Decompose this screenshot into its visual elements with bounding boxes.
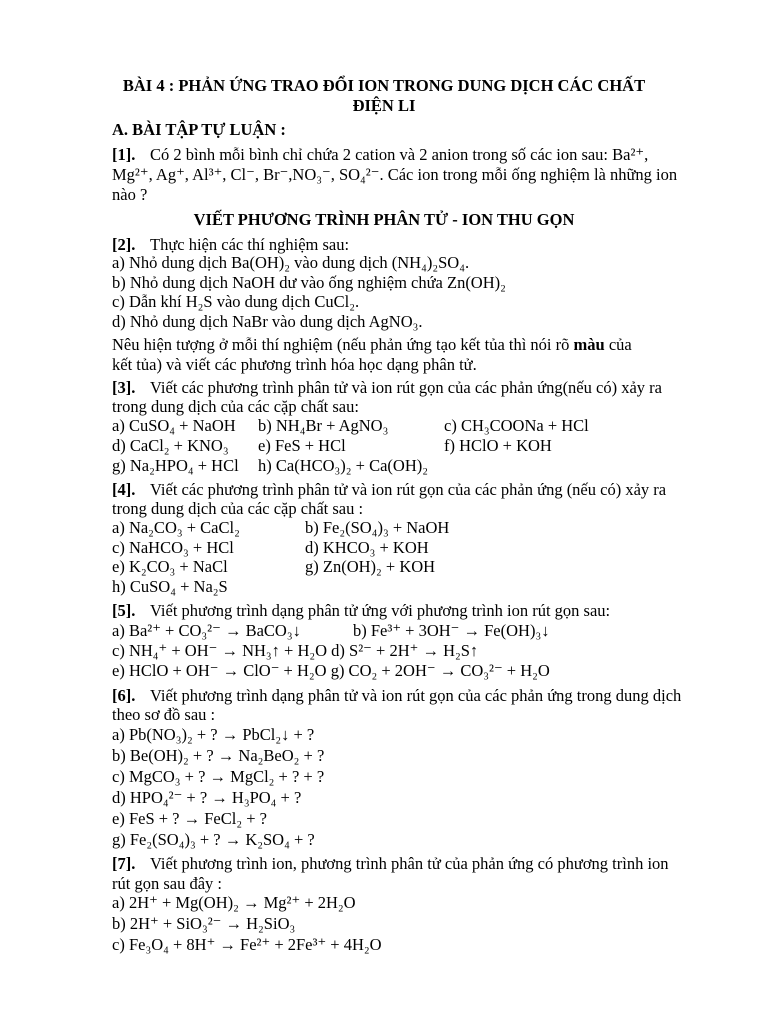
q7-line-2: rút gọn sau đây : [112,874,222,893]
q7-number: [7]. [112,854,136,873]
q4-item-h: h) CuSO₄ + Na₂S [112,577,228,596]
q6-line-1: Viết phương trình dạng phân tử và ion rút gọn của các phản ứng trong dung dịch [150,686,682,705]
q6-item-g: g) Fe₂(SO₄)₃ + ? → K₂SO₄ + ? [112,830,315,849]
q1-line-2: Mg²⁺, Ag⁺, Al³⁺, Cl⁻, Br⁻,NO₃⁻, SO₄²⁻. Các ion trong mỗi ống nghiệm là những ion [112,165,678,184]
q2-note-text: Nêu hiện tượng ở mỗi thí nghiệm (nếu phản ứng tạo kết tủa thì nói rõ [112,335,570,354]
q7-item-a: a) 2H⁺ + Mg(OH)₂ → Mg²⁺ + 2H₂O [112,893,356,912]
q3-line-1: Viết các phương trình phân tử và ion rút gọn của các phản ứng(nếu có) xảy ra [150,378,662,397]
q6-item-d: d) HPO₄²⁻ + ? → H₃PO₄ + ? [112,788,302,807]
q3-item-a: a) CuSO₄ + NaOH [112,416,236,435]
q1-number: [1]. [112,145,136,164]
q3-item-f: f) HClO + KOH [444,436,552,455]
q7-item-c: c) Fe₃O₄ + 8H⁺ → Fe²⁺ + 2Fe³⁺ + 4H₂O [112,935,382,954]
q7-item-b: b) 2H⁺ + SiO₃²⁻ → H₂SiO₃ [112,914,296,933]
q2-number: [2]. [112,235,136,254]
q4-item-b: b) Fe₂(SO₄)₃ + NaOH [305,518,450,537]
q5-row-2: c) NH₄⁺ + OH⁻ → NH₃↑ + H₂O d) S²⁻ + 2H⁺ → H₂S↑ [112,641,479,660]
q4-line-2: trong dung dịch của các cặp chất sau : [112,499,364,518]
q2-note-line-2: kết tủa) và viết các phương trình hóa học dạng phân tử. [112,355,477,374]
q1-line-1: Có 2 bình mỗi bình chỉ chứa 2 cation và 2 anion trong số các ion sau: Ba²⁺, [150,145,649,164]
q2-item-b: b) Nhỏ dung dịch NaOH dư vào ống nghiệm chứa Zn(OH)₂ [112,273,506,292]
section-a-heading: A. BÀI TẬP TỰ LUẬN : [112,120,286,139]
q2-note-text-tail: của [608,335,632,354]
q3-number: [3]. [112,378,136,397]
q6-item-b: b) Be(OH)₂ + ? → Na₂BeO₂ + ? [112,746,325,765]
q4-item-e: e) K₂CO₃ + NaCl [112,557,228,576]
q3-line-2: trong dung dịch của các cặp chất sau: [112,397,359,416]
q6-number: [6]. [112,686,136,705]
q3-item-b: b) NH₄Br + AgNO₃ [258,416,389,435]
q3-item-h: h) Ca(HCO₃)₂ + Ca(OH)₂ [258,456,428,475]
q2-item-d: d) Nhỏ dung dịch NaBr vào dung dịch AgNO₃. [112,312,423,331]
title-line-1: BÀI 4 : PHẢN ỨNG TRAO ĐỔI ION TRONG DUNG DỊCH CÁC CHẤT [122,76,646,95]
q6-item-a: a) Pb(NO₃)₂ + ? → PbCl₂↓ + ? [112,725,315,744]
q3-item-c: c) CH₃COONa + HCl [444,416,589,435]
q5-item-b: b) Fe³⁺ + 3OH⁻ → Fe(OH)₃↓ [353,621,550,640]
q3-item-d: d) CaCl₂ + KNO₃ [112,436,229,455]
q4-item-g: g) Zn(OH)₂ + KOH [305,557,436,576]
q5-number: [5]. [112,601,136,620]
q6-item-e: e) FeS + ? → FeCl₂ + ? [112,809,267,828]
q6-item-c: c) MgCO₃ + ? → MgCl₂ + ? + ? [112,767,325,786]
q2-note-line-1 [112,335,632,355]
q3-item-g: g) Na₂HPO₄ + HCl [112,456,239,475]
q3-item-e: e) FeS + HCl [258,436,346,455]
q7-line-1: Viết phương trình ion, phương trình phân tử của phản ứng có phương trình ion [150,854,669,873]
q2-note-bold-mau: màu [573,335,605,354]
title-line-2: ĐIỆN LI [352,96,416,115]
q1-line-3: nào ? [112,185,148,204]
q5-row-3: e) HClO + OH⁻ → ClO⁻ + H₂O g) CO₂ + 2OH⁻ → CO₃²⁻ + H₂O [112,661,550,680]
q5-item-a: a) Ba²⁺ + CO₃²⁻ → BaCO₃↓ [112,621,301,640]
q2-item-c: c) Dẫn khí H₂S vào dung dịch CuCl₂. [112,292,360,311]
q4-number: [4]. [112,480,136,499]
heading-phuong-trinh: VIẾT PHƯƠNG TRÌNH PHÂN TỬ - ION THU GỌN [193,210,575,229]
q4-item-c: c) NaHCO₃ + HCl [112,538,234,557]
q4-line-1: Viết các phương trình phân tử và ion rút gọn của các phản ứng (nếu có) xảy ra [150,480,667,499]
q4-item-d: d) KHCO₃ + KOH [305,538,429,557]
q6-line-2: theo sơ đồ sau : [112,705,216,724]
q5-line-1: Viết phương trình dạng phân tử ứng với phương trình ion rút gọn sau: [150,601,611,620]
q4-item-a: a) Na₂CO₃ + CaCl₂ [112,518,240,537]
q2-item-a: a) Nhỏ dung dịch Ba(OH)₂ vào dung dịch (NH₄)₂SO₄. [112,253,470,272]
q2-intro: Thực hiện các thí nghiệm sau: [150,235,350,254]
